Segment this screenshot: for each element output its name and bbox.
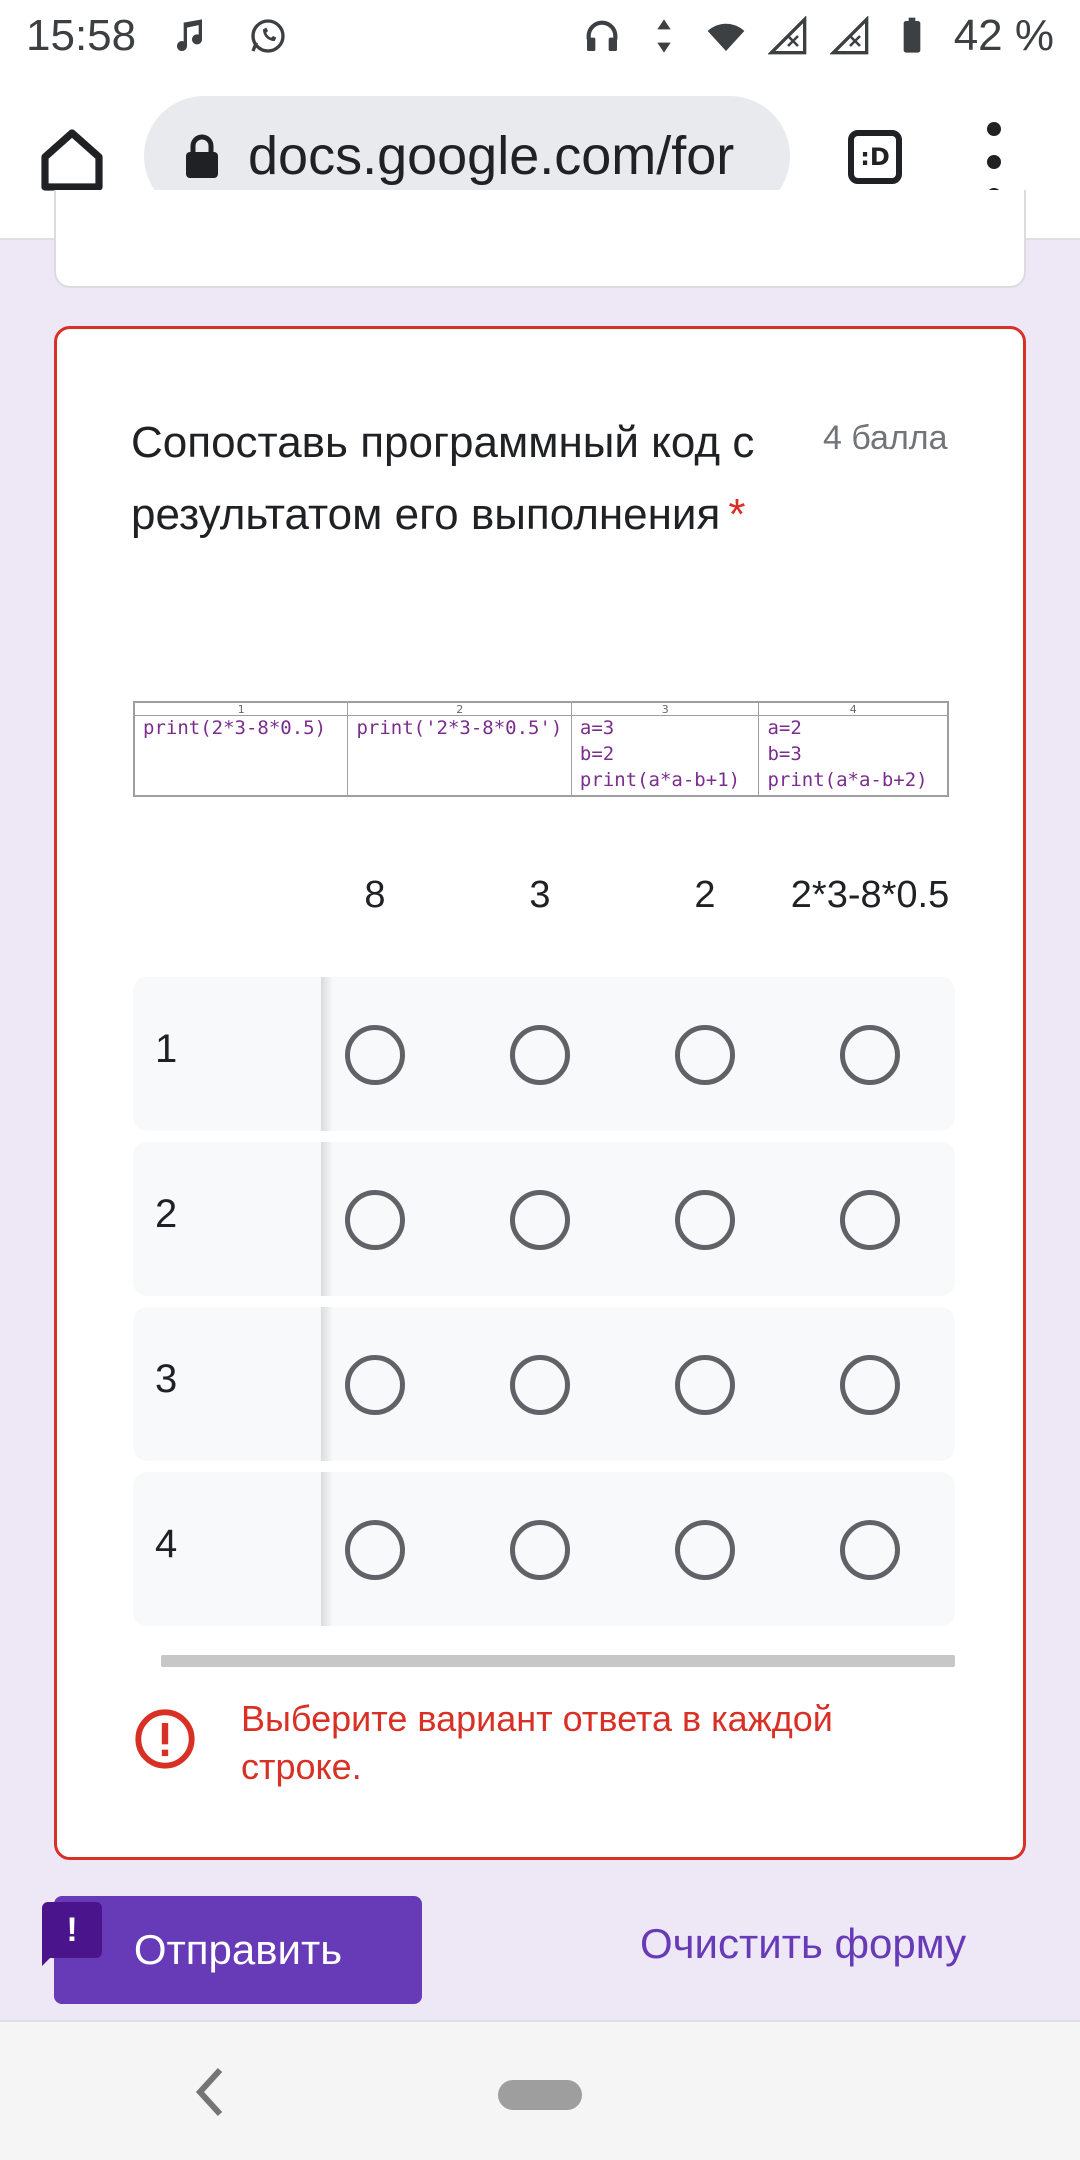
grid-row [133,1142,955,1296]
url-text: docs.google.com/for [248,126,735,186]
signal-icon [768,16,808,56]
column-header: 2*3-8*0.5 [790,874,950,916]
question-title: Сопоставь программный код с результатом его выполнения * [131,418,755,539]
battery-icon [892,16,932,56]
home-pill[interactable] [498,2080,582,2110]
radio-button[interactable] [840,1355,900,1415]
home-icon[interactable] [36,124,108,196]
radio-button[interactable] [345,1025,405,1085]
wifi-icon [706,16,746,56]
data-arrows-icon [644,16,684,56]
radio-button[interactable] [510,1190,570,1250]
column-header: 2 [694,874,716,916]
required-asterisk: * [728,490,746,539]
submit-button[interactable]: Отправить [54,1896,422,2004]
radio-button[interactable] [840,1190,900,1250]
radio-button[interactable] [675,1025,735,1085]
code-cell-3: 3 a=3 b=2 print(a*a-b+1) [572,703,760,795]
code-cell-4: 4 a=2 b=3 print(a*a-b+2) [767,703,928,791]
headphones-icon [582,16,622,56]
row-label: 1 [155,1027,178,1071]
clear-form-button[interactable]: Очистить форму [640,1920,967,1967]
grid-row [133,1307,955,1461]
status-time: 15:58 [26,11,137,60]
back-icon[interactable] [190,2062,230,2122]
status-bar [0,0,1080,72]
radio-button[interactable] [840,1025,900,1085]
error-text: Выберите вариант ответа в каждой строке. [241,1698,833,1787]
question-card [54,326,1026,1860]
radio-button[interactable] [345,1355,405,1415]
whatsapp-icon [248,16,288,56]
radio-button[interactable] [675,1190,735,1250]
radio-button[interactable] [675,1355,735,1415]
radio-button[interactable] [675,1520,735,1580]
system-nav-bar [0,2020,1080,2160]
code-cell-1: 1 print(2*3-8*0.5) [135,703,348,795]
row-label: 2 [155,1192,178,1236]
code-image [133,701,949,797]
radio-button[interactable] [345,1190,405,1250]
feedback-icon-tail [42,1950,58,1966]
feedback-icon[interactable]: ! [42,1902,102,1958]
column-header: 3 [529,874,551,916]
tab-switcher-icon[interactable]: :D [848,130,902,184]
grid-row [133,977,955,1131]
battery-level: 42 % [953,11,1054,60]
radio-button[interactable] [510,1025,570,1085]
horizontal-scrollbar[interactable] [161,1655,955,1667]
error-icon [133,1707,197,1771]
code-cell-2: 2 print('2*3-8*0.5') [348,703,571,795]
radio-button[interactable] [345,1520,405,1580]
previous-question-card [54,190,1026,288]
music-note-icon [172,16,212,56]
radio-button[interactable] [510,1520,570,1580]
radio-button[interactable] [840,1520,900,1580]
question-points: 4 балла [823,419,948,457]
row-label: 4 [155,1522,178,1566]
lock-icon [184,134,220,178]
signal-icon [830,16,870,56]
radio-button[interactable] [510,1355,570,1415]
column-header: 8 [364,874,386,916]
grid-row [133,1472,955,1626]
error-message [133,1695,933,1791]
row-label: 3 [155,1357,178,1401]
